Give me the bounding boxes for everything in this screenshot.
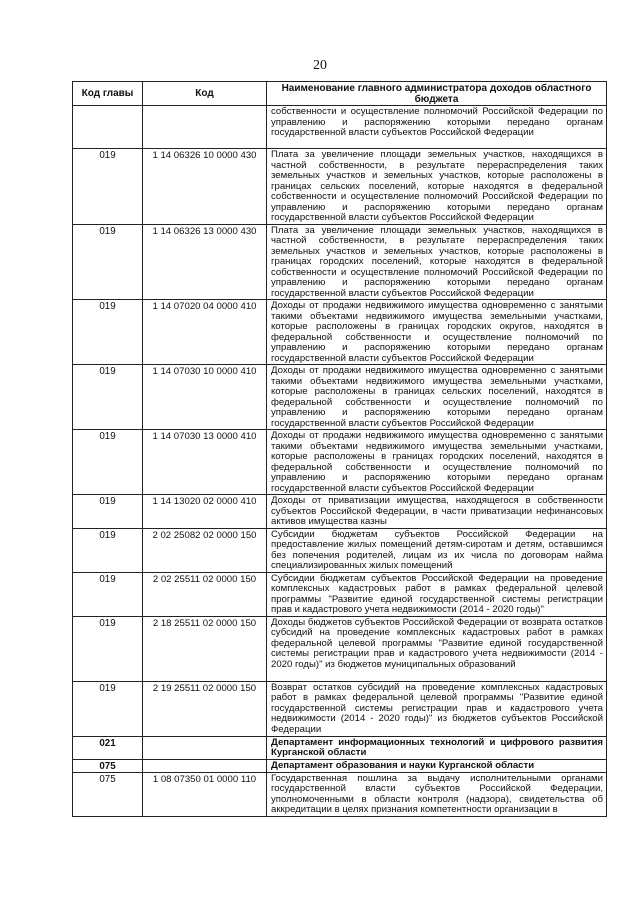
row-description: Плата за увеличение площади земельных участков, находящихся в частной собственности, в результате перераспределения таких земельных участков и земельных участков, которые расположены в границах сельских поселений, которые находятся в федеральной собственности и осуществление полномочий Российской Федерации по управлению и распоряжению которыми передано органам государственной власти субъектов Российской Федерации bbox=[267, 149, 607, 225]
row-code: 1 14 07030 10 0000 410 bbox=[143, 365, 267, 430]
row-head-code: 019 bbox=[73, 572, 143, 616]
row-head-code: 019 bbox=[73, 495, 143, 529]
row-description: Доходы от продажи недвижимого имущества одновременно с занятыми такими объектами недвижимого имущества земельными участками, которые расположены в границах городских округов, находятся в федеральной собственности и осуществление полномочий по управлению и распоряжению которыми передано органам государственной власти субъектов Российской Федерации bbox=[267, 300, 607, 365]
row-description: Возврат остатков субсидий на проведение комплексных кадастровых работ в рамках федеральной целевой программы "Развитие единой государственной системы регистрации прав и кадастрового учета недвижимости (2014 - 2020 годы)" из бюджетов субъектов Российской Федерации bbox=[267, 681, 607, 736]
table-row bbox=[73, 572, 607, 616]
header-code: Код bbox=[143, 82, 267, 106]
row-code: 2 19 25511 02 0000 150 bbox=[143, 681, 267, 736]
row-department-name: Департамент образования и науки Курганской области bbox=[267, 759, 607, 772]
row-department-name: Департамент информационных технологий и цифрового развития Курганской области bbox=[267, 736, 607, 759]
table-row bbox=[73, 365, 607, 430]
row-description: Доходы бюджетов субъектов Российской Федерации от возврата остатков субсидий на проведение комплексных кадастровых работ в рамках федеральной целевой программы "Развитие единой государственной системы регистрации прав и кадастрового учета недвижимости (2014 - 2020 годы)" из бюджетов муниципальных образований bbox=[267, 616, 607, 681]
row-head-code: 019 bbox=[73, 528, 143, 572]
row-code: 1 14 07020 04 0000 410 bbox=[143, 300, 267, 365]
table-row bbox=[73, 224, 607, 300]
table-row bbox=[73, 430, 607, 495]
row-description: Доходы от продажи недвижимого имущества одновременно с занятыми такими объектами недвижимого имущества земельными участками, которые расположены в границах городских поселений, находятся в федеральной собственности и осуществление полномочий по управлению и распоряжению которыми передано органам государственной власти субъектов Российской Федерации bbox=[267, 430, 607, 495]
row-head-code: 075 bbox=[73, 759, 143, 772]
row-code: 2 02 25082 02 0000 150 bbox=[143, 528, 267, 572]
row-description: Плата за увеличение площади земельных участков, находящихся в частной собственности, в результате перераспределения таких земельных участков и земельных участков, которые расположены в границах городских поселений, которые находятся в федеральной собственности и осуществление полномочий Российской Федерации по управлению и распоряжению которыми передано органам государственной власти субъектов Российской Федерации bbox=[267, 224, 607, 300]
table-row bbox=[73, 528, 607, 572]
table-row bbox=[73, 149, 607, 225]
table-row bbox=[73, 681, 607, 736]
revenue-administrators-table bbox=[72, 81, 607, 817]
table-row bbox=[73, 736, 607, 759]
row-code: 2 18 25511 02 0000 150 bbox=[143, 616, 267, 681]
header-head-code: Код главы bbox=[73, 82, 143, 106]
table-row bbox=[73, 759, 607, 772]
table-row bbox=[73, 106, 607, 149]
row-code: 2 02 25511 02 0000 150 bbox=[143, 572, 267, 616]
row-code bbox=[143, 736, 267, 759]
page-number: 20 bbox=[313, 58, 327, 73]
row-description: Доходы от приватизации имущества, находящегося в собственности субъектов Российской Федерации, в части приватизации нефинансовых активов имущества казны bbox=[267, 495, 607, 529]
table-row bbox=[73, 616, 607, 681]
header-name: Наименование главного администратора доходов областного бюджета bbox=[267, 82, 607, 106]
row-head-code: 075 bbox=[73, 772, 143, 816]
row-head-code: 019 bbox=[73, 616, 143, 681]
table-row bbox=[73, 772, 607, 816]
table-header-row bbox=[73, 82, 607, 106]
row-head-code: 021 bbox=[73, 736, 143, 759]
row-description: Субсидии бюджетам субъектов Российской Федерации на предоставление жилых помещений детям-сиротам и детям, оставшимся без попечения родителей, лицам из их числа по договорам найма специализированных жилых помещений bbox=[267, 528, 607, 572]
table-row bbox=[73, 495, 607, 529]
row-description: Субсидии бюджетам субъектов Российской Федерации на проведение комплексных кадастровых работ в рамках федеральной целевой программы "Развитие единой государственной системы регистрации прав и кадастрового учета недвижимости (2014 - 2020 годы)" bbox=[267, 572, 607, 616]
row-code bbox=[143, 759, 267, 772]
row-code: 1 14 13020 02 0000 410 bbox=[143, 495, 267, 529]
row-head-code: 019 bbox=[73, 365, 143, 430]
row-head-code: 019 bbox=[73, 430, 143, 495]
row-head-code: 019 bbox=[73, 224, 143, 300]
row-head-code bbox=[73, 106, 143, 149]
row-description: Доходы от продажи недвижимого имущества одновременно с занятыми такими объектами недвижимого имущества земельными участками, которые расположены в границах сельских поселений, находятся в федеральной собственности и осуществление полномочий по управлению и распоряжению которыми передано органам государственной власти субъектов Российской Федерации bbox=[267, 365, 607, 430]
row-head-code: 019 bbox=[73, 300, 143, 365]
row-code: 1 14 07030 13 0000 410 bbox=[143, 430, 267, 495]
row-description: Государственная пошлина за выдачу исполнительными органами государственной власти субъектов Российской Федерации, уполномоченными в области контроля (надзора), свидетельства об аккредитации в целях признания компетентности организации в bbox=[267, 772, 607, 816]
row-code: 1 14 06326 13 0000 430 bbox=[143, 224, 267, 300]
row-code: 1 08 07350 01 0000 110 bbox=[143, 772, 267, 816]
row-code bbox=[143, 106, 267, 149]
row-code: 1 14 06326 10 0000 430 bbox=[143, 149, 267, 225]
row-head-code: 019 bbox=[73, 149, 143, 225]
row-head-code: 019 bbox=[73, 681, 143, 736]
row-description: собственности и осуществление полномочий Российской Федерации по управлению и распоряжению которыми передано органам государственной власти субъектов Российской Федерации bbox=[267, 106, 607, 149]
table-row bbox=[73, 300, 607, 365]
